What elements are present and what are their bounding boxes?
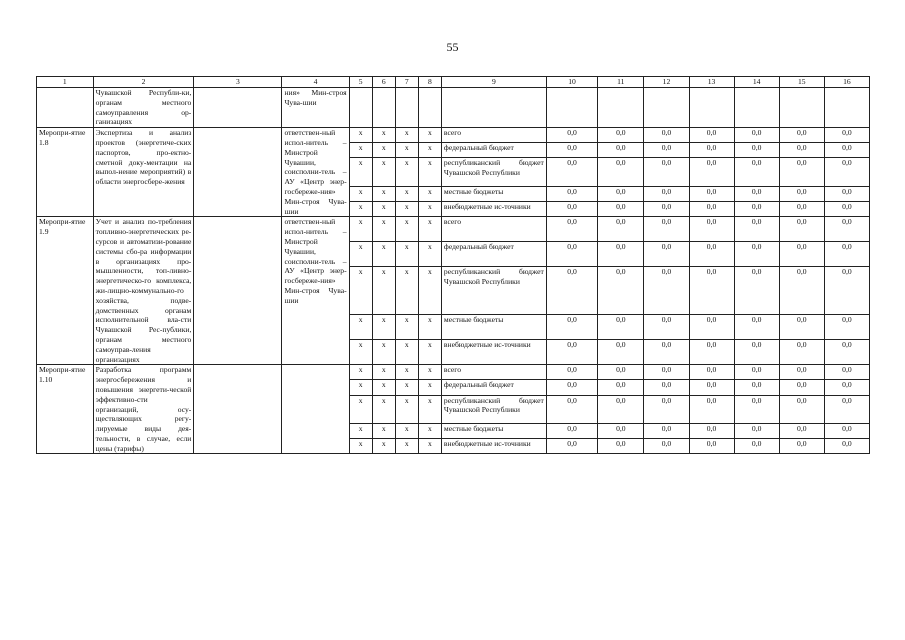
funding-value: 0,0 xyxy=(644,187,689,202)
funding-value: 0,0 xyxy=(779,128,824,143)
code-mark-cell: x xyxy=(418,315,441,340)
program-activities-table xyxy=(36,76,870,454)
header-cell: 16 xyxy=(824,77,869,88)
funding-value: 0,0 xyxy=(779,439,824,454)
code-mark-cell: x xyxy=(372,158,395,187)
continuation-cell xyxy=(349,88,372,128)
funding-value: 0,0 xyxy=(546,158,597,187)
code-mark-cell: x xyxy=(349,365,372,380)
funding-value: 0,0 xyxy=(689,439,734,454)
funding-value: 0,0 xyxy=(644,158,689,187)
code-mark-cell: x xyxy=(349,187,372,202)
funding-value: 0,0 xyxy=(734,439,779,454)
funding-source: республиканский бюджет Чувашской Республики xyxy=(441,267,546,315)
code-mark-cell: x xyxy=(418,365,441,380)
header-cell: 4 xyxy=(282,77,349,88)
header-cell: 1 xyxy=(37,77,94,88)
funding-value: 0,0 xyxy=(644,315,689,340)
activity-number: Меропри-ятие 1.8 xyxy=(37,128,94,217)
funding-value: 0,0 xyxy=(689,380,734,395)
activity-column-3 xyxy=(194,128,282,217)
funding-value: 0,0 xyxy=(546,315,597,340)
continuation-cell xyxy=(598,88,644,128)
code-mark-cell: x xyxy=(395,340,418,365)
activity-column-3 xyxy=(194,217,282,365)
funding-value: 0,0 xyxy=(824,128,869,143)
funding-value: 0,0 xyxy=(779,143,824,158)
code-mark-cell: x xyxy=(349,217,372,242)
funding-value: 0,0 xyxy=(824,158,869,187)
funding-value: 0,0 xyxy=(824,217,869,242)
funding-value: 0,0 xyxy=(689,242,734,267)
funding-value: 0,0 xyxy=(546,424,597,439)
funding-value: 0,0 xyxy=(779,158,824,187)
funding-source: внебюджетные ис-точники xyxy=(441,202,546,217)
code-mark-cell: x xyxy=(418,158,441,187)
header-cell: 12 xyxy=(644,77,689,88)
code-mark-cell: x xyxy=(418,202,441,217)
activity-column-3 xyxy=(194,365,282,454)
funding-value: 0,0 xyxy=(598,128,644,143)
code-mark-cell: x xyxy=(372,315,395,340)
code-mark-cell: x xyxy=(418,217,441,242)
funding-value: 0,0 xyxy=(546,128,597,143)
activity-description: Разработка программ энергосбережения и повышения энергети-ческой эффективно-сти организаций, осу-ществляющих регу-лируемые виды дея-тельности, в случае, если цены (тарифы) xyxy=(93,365,194,454)
continuation-cell xyxy=(37,88,94,128)
funding-value: 0,0 xyxy=(824,143,869,158)
funding-value: 0,0 xyxy=(598,158,644,187)
funding-source: местные бюджеты xyxy=(441,187,546,202)
code-mark-cell: x xyxy=(395,202,418,217)
funding-value: 0,0 xyxy=(644,439,689,454)
funding-value: 0,0 xyxy=(689,340,734,365)
funding-value: 0,0 xyxy=(734,365,779,380)
funding-value: 0,0 xyxy=(546,202,597,217)
code-mark-cell: x xyxy=(418,439,441,454)
activity-row xyxy=(37,128,870,143)
funding-value: 0,0 xyxy=(779,242,824,267)
code-mark-cell: x xyxy=(372,380,395,395)
funding-value: 0,0 xyxy=(734,340,779,365)
funding-value: 0,0 xyxy=(598,340,644,365)
code-mark-cell: x xyxy=(349,395,372,424)
page-number: 55 xyxy=(446,40,459,54)
code-mark-cell: x xyxy=(349,158,372,187)
funding-value: 0,0 xyxy=(644,380,689,395)
funding-value: 0,0 xyxy=(598,143,644,158)
funding-value: 0,0 xyxy=(734,128,779,143)
funding-value: 0,0 xyxy=(734,395,779,424)
funding-value: 0,0 xyxy=(824,380,869,395)
code-mark-cell: x xyxy=(349,380,372,395)
funding-value: 0,0 xyxy=(734,315,779,340)
continuation-cell xyxy=(734,88,779,128)
funding-value: 0,0 xyxy=(598,315,644,340)
activity-number: Меропри-ятие 1.10 xyxy=(37,365,94,454)
funding-value: 0,0 xyxy=(689,158,734,187)
funding-value: 0,0 xyxy=(644,242,689,267)
header-cell: 13 xyxy=(689,77,734,88)
continuation-cell xyxy=(194,88,282,128)
continuation-executor: ния» Мин-строя Чува-шии xyxy=(282,88,349,128)
continuation-cell xyxy=(779,88,824,128)
funding-source: внебюджетные ис-точники xyxy=(441,439,546,454)
code-mark-cell: x xyxy=(395,187,418,202)
funding-source: федеральный бюджет xyxy=(441,242,546,267)
code-mark-cell: x xyxy=(349,424,372,439)
funding-value: 0,0 xyxy=(546,217,597,242)
code-mark-cell: x xyxy=(418,380,441,395)
funding-value: 0,0 xyxy=(598,380,644,395)
funding-value: 0,0 xyxy=(546,395,597,424)
code-mark-cell: x xyxy=(372,128,395,143)
funding-value: 0,0 xyxy=(779,395,824,424)
funding-value: 0,0 xyxy=(644,424,689,439)
continuation-cell xyxy=(395,88,418,128)
funding-value: 0,0 xyxy=(779,187,824,202)
funding-source: федеральный бюджет xyxy=(441,380,546,395)
funding-value: 0,0 xyxy=(546,242,597,267)
header-cell: 6 xyxy=(372,77,395,88)
funding-value: 0,0 xyxy=(546,340,597,365)
code-mark-cell: x xyxy=(372,267,395,315)
code-mark-cell: x xyxy=(395,380,418,395)
funding-value: 0,0 xyxy=(689,217,734,242)
activity-row xyxy=(37,217,870,242)
funding-value: 0,0 xyxy=(546,143,597,158)
funding-value: 0,0 xyxy=(734,267,779,315)
header-cell: 3 xyxy=(194,77,282,88)
funding-value: 0,0 xyxy=(734,143,779,158)
funding-value: 0,0 xyxy=(598,267,644,315)
activity-description: Экспертиза и анализ проектов (энергетиче-ских паспортов, про-ектно-сметной доку-ментации на выпол-нение мероприятий) в области энергосбере-жения xyxy=(93,128,194,217)
code-mark-cell: x xyxy=(395,242,418,267)
code-mark-cell: x xyxy=(372,340,395,365)
header-cell: 2 xyxy=(93,77,194,88)
code-mark-cell: x xyxy=(395,439,418,454)
code-mark-cell: x xyxy=(395,217,418,242)
code-mark-cell: x xyxy=(418,267,441,315)
funding-value: 0,0 xyxy=(598,242,644,267)
code-mark-cell: x xyxy=(418,143,441,158)
funding-source: внебюджетные ис-точники xyxy=(441,340,546,365)
code-mark-cell: x xyxy=(349,242,372,267)
code-mark-cell: x xyxy=(418,242,441,267)
funding-value: 0,0 xyxy=(598,187,644,202)
funding-value: 0,0 xyxy=(644,267,689,315)
header-cell: 11 xyxy=(598,77,644,88)
header-cell: 14 xyxy=(734,77,779,88)
funding-value: 0,0 xyxy=(689,424,734,439)
funding-value: 0,0 xyxy=(546,365,597,380)
code-mark-cell: x xyxy=(395,143,418,158)
code-mark-cell: x xyxy=(395,128,418,143)
code-mark-cell: x xyxy=(372,395,395,424)
funding-value: 0,0 xyxy=(734,424,779,439)
funding-value: 0,0 xyxy=(824,242,869,267)
funding-source: республиканский бюджет Чувашской Республики xyxy=(441,395,546,424)
code-mark-cell: x xyxy=(372,424,395,439)
funding-value: 0,0 xyxy=(779,424,824,439)
funding-value: 0,0 xyxy=(824,187,869,202)
funding-value: 0,0 xyxy=(824,439,869,454)
funding-value: 0,0 xyxy=(644,128,689,143)
continuation-cell xyxy=(824,88,869,128)
code-mark-cell: x xyxy=(418,424,441,439)
funding-source: республиканский бюджет Чувашской Республики xyxy=(441,158,546,187)
activity-number: Меропри-ятие 1.9 xyxy=(37,217,94,365)
funding-value: 0,0 xyxy=(824,202,869,217)
funding-value: 0,0 xyxy=(824,424,869,439)
activity-executor xyxy=(282,365,349,454)
funding-value: 0,0 xyxy=(546,187,597,202)
funding-value: 0,0 xyxy=(734,187,779,202)
code-mark-cell: x xyxy=(395,267,418,315)
funding-value: 0,0 xyxy=(734,242,779,267)
funding-value: 0,0 xyxy=(689,187,734,202)
funding-value: 0,0 xyxy=(779,380,824,395)
funding-value: 0,0 xyxy=(824,315,869,340)
code-mark-cell: x xyxy=(349,315,372,340)
activity-description: Учет и анализ по-требления топливно-энергетических ре-сурсов и автоматизи-рование системы сбо-ра информации в организациях про-мышленности, топ-ливно-энергетическо-го комплекса, жи-лищно-коммунально-го хозяйства, подве-домственных органам исполнительной вла-сти Чувашской Рес-публики, органам местного самоуправ-ления организациях xyxy=(93,217,194,365)
code-mark-cell: x xyxy=(349,128,372,143)
code-mark-cell: x xyxy=(349,439,372,454)
funding-source: федеральный бюджет xyxy=(441,143,546,158)
header-cell: 9 xyxy=(441,77,546,88)
code-mark-cell: x xyxy=(372,217,395,242)
funding-value: 0,0 xyxy=(598,365,644,380)
funding-value: 0,0 xyxy=(598,439,644,454)
activity-executor: ответствен-ный испол-нитель – Минстрой Чувашии, соисполни-тель – АУ «Центр энер-госбереже-ния» Мин-строя Чува-шии xyxy=(282,128,349,217)
funding-value: 0,0 xyxy=(644,143,689,158)
funding-value: 0,0 xyxy=(824,340,869,365)
funding-value: 0,0 xyxy=(779,267,824,315)
code-mark-cell: x xyxy=(372,242,395,267)
header-cell: 8 xyxy=(418,77,441,88)
funding-value: 0,0 xyxy=(689,365,734,380)
funding-value: 0,0 xyxy=(824,365,869,380)
code-mark-cell: x xyxy=(395,365,418,380)
code-mark-cell: x xyxy=(349,202,372,217)
funding-source: местные бюджеты xyxy=(441,424,546,439)
funding-value: 0,0 xyxy=(689,202,734,217)
funding-value: 0,0 xyxy=(779,217,824,242)
code-mark-cell: x xyxy=(395,395,418,424)
code-mark-cell: x xyxy=(395,315,418,340)
funding-value: 0,0 xyxy=(779,365,824,380)
funding-value: 0,0 xyxy=(644,340,689,365)
activity-executor: ответствен-ный испол-нитель – Минстрой Чувашии, соисполни-тель – АУ «Центр энер-госбереже-ния» Мин-строя Чува-шии xyxy=(282,217,349,365)
funding-value: 0,0 xyxy=(598,424,644,439)
continuation-row xyxy=(37,88,870,128)
continuation-cell xyxy=(372,88,395,128)
code-mark-cell: x xyxy=(418,128,441,143)
code-mark-cell: x xyxy=(372,365,395,380)
funding-value: 0,0 xyxy=(644,365,689,380)
funding-value: 0,0 xyxy=(598,202,644,217)
code-mark-cell: x xyxy=(418,187,441,202)
funding-value: 0,0 xyxy=(546,439,597,454)
continuation-cell xyxy=(418,88,441,128)
activity-row xyxy=(37,365,870,380)
funding-value: 0,0 xyxy=(734,158,779,187)
code-mark-cell: x xyxy=(349,143,372,158)
funding-value: 0,0 xyxy=(644,202,689,217)
funding-value: 0,0 xyxy=(734,217,779,242)
funding-value: 0,0 xyxy=(824,395,869,424)
code-mark-cell: x xyxy=(372,187,395,202)
header-cell: 10 xyxy=(546,77,597,88)
code-mark-cell: x xyxy=(395,158,418,187)
funding-value: 0,0 xyxy=(546,267,597,315)
funding-value: 0,0 xyxy=(689,267,734,315)
continuation-cell xyxy=(644,88,689,128)
funding-source: всего xyxy=(441,365,546,380)
code-mark-cell: x xyxy=(372,439,395,454)
funding-source: всего xyxy=(441,128,546,143)
code-mark-cell: x xyxy=(418,395,441,424)
continuation-cell xyxy=(689,88,734,128)
header-cell: 5 xyxy=(349,77,372,88)
funding-value: 0,0 xyxy=(598,395,644,424)
funding-value: 0,0 xyxy=(644,395,689,424)
code-mark-cell: x xyxy=(372,202,395,217)
header-cell: 15 xyxy=(779,77,824,88)
funding-value: 0,0 xyxy=(546,380,597,395)
funding-value: 0,0 xyxy=(689,315,734,340)
funding-value: 0,0 xyxy=(598,217,644,242)
code-mark-cell: x xyxy=(349,340,372,365)
funding-value: 0,0 xyxy=(824,267,869,315)
funding-value: 0,0 xyxy=(689,395,734,424)
funding-value: 0,0 xyxy=(644,217,689,242)
funding-value: 0,0 xyxy=(779,340,824,365)
code-mark-cell: x xyxy=(395,424,418,439)
continuation-cell xyxy=(441,88,546,128)
continuation-description: Чувашской Республи-ки, органам местного самоуправления ор-ганизациях xyxy=(93,88,194,128)
code-mark-cell: x xyxy=(418,340,441,365)
funding-source: местные бюджеты xyxy=(441,315,546,340)
funding-value: 0,0 xyxy=(779,315,824,340)
funding-value: 0,0 xyxy=(734,202,779,217)
header-row xyxy=(37,77,870,88)
funding-value: 0,0 xyxy=(689,143,734,158)
funding-value: 0,0 xyxy=(779,202,824,217)
funding-value: 0,0 xyxy=(734,380,779,395)
continuation-cell xyxy=(546,88,597,128)
header-cell: 7 xyxy=(395,77,418,88)
funding-source: всего xyxy=(441,217,546,242)
funding-value: 0,0 xyxy=(689,128,734,143)
code-mark-cell: x xyxy=(349,267,372,315)
code-mark-cell: x xyxy=(372,143,395,158)
